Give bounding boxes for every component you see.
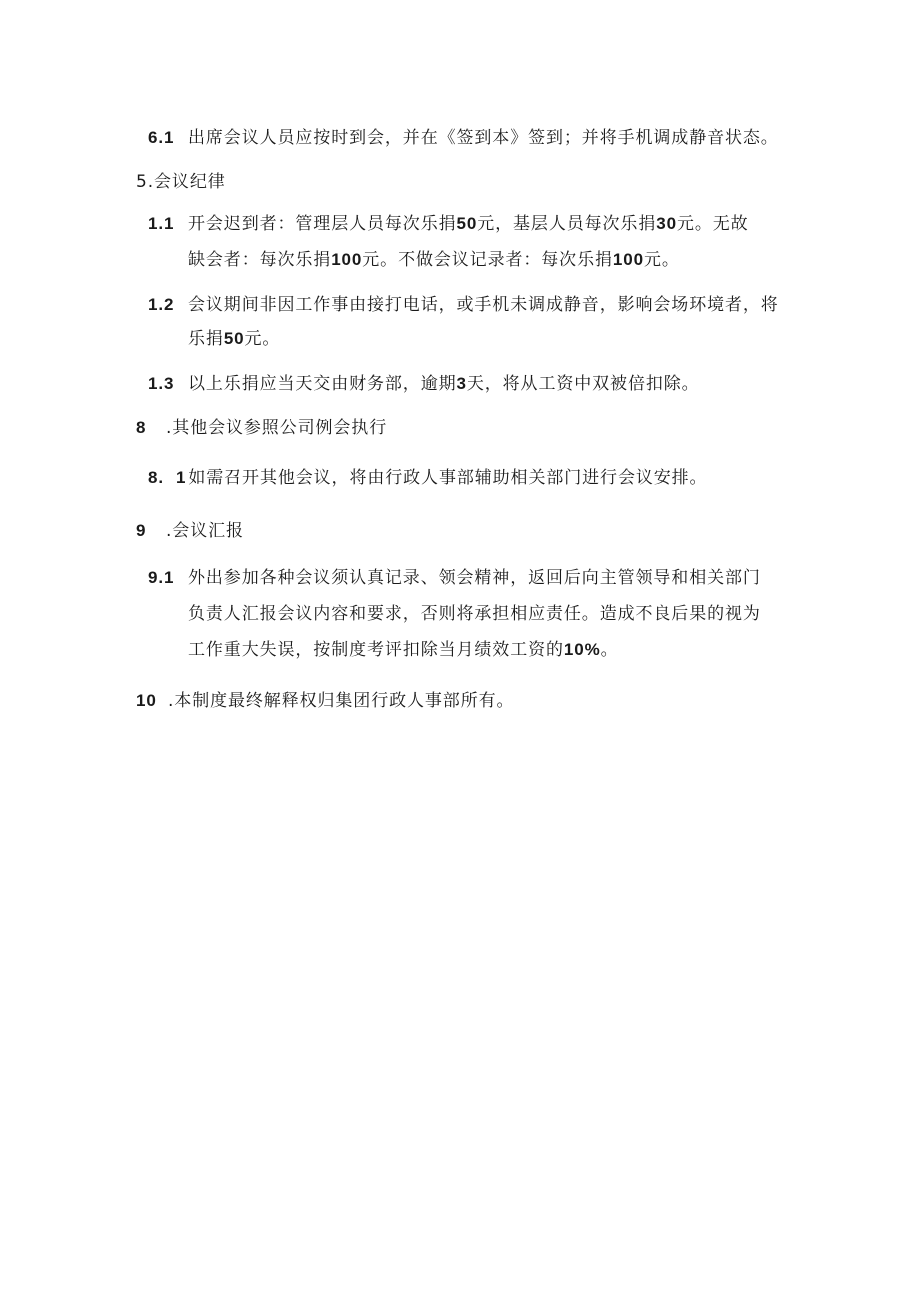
- clause-1-1-continuation: 缺会者：每次乐捐100元。不做会议记录者：每次乐捐100元。: [188, 250, 680, 270]
- clause-1-2-continuation: 乐捐50元。: [188, 329, 281, 349]
- clause-9-1-continuation-1: 负责人汇报会议内容和要求，否则将承担相应责任。造成不良后果的视为: [188, 604, 761, 624]
- section-heading-text: 5.会议纪律: [136, 172, 226, 192]
- clause-1-1: 1.1 开会迟到者：管理层人员每次乐捐50元，基层人员每次乐捐30元。无故: [148, 214, 749, 234]
- clause-8-1: 8. 1 如需召开其他会议，将由行政人事部辅助相关部门进行会议安排。: [148, 468, 708, 488]
- section-heading-8: [136, 416, 387, 440]
- section-heading-text: .其他会议参照公司例会执行: [166, 418, 388, 438]
- section-heading-9: [136, 519, 244, 543]
- clause-9-1-continuation-2: 工作重大失误，按制度考评扣除当月绩效工资的10%。: [188, 640, 619, 660]
- section-number: 8: [136, 418, 147, 437]
- clause-number: 1.1: [148, 214, 175, 233]
- section-heading-5: [136, 170, 226, 194]
- section-number: 9: [136, 521, 147, 540]
- section-number: 10: [136, 691, 157, 710]
- section-heading-10: [136, 689, 514, 713]
- clause-text: 出席会议人员应按时到会，并在《签到本》签到；并将手机调成静音状态。: [188, 128, 779, 148]
- clause-1-3: 1.3 以上乐捐应当天交由财务部，逾期3天，将从工资中双被倍扣除。: [148, 374, 700, 394]
- section-heading-text: .本制度最终解释权归集团行政人事部所有。: [168, 691, 515, 711]
- clause-9-1: 9.1 外出参加各种会议须认真记录、领会精神，返回后向主管领导和相关部门: [148, 568, 761, 588]
- clause-number: 9.1: [148, 568, 175, 587]
- section-heading-text: .会议汇报: [166, 521, 244, 541]
- clause-number: 1.3: [148, 374, 175, 393]
- clause-number: 1.2: [148, 295, 175, 314]
- clause-number: 8.: [148, 468, 164, 487]
- clause-6-1: [148, 126, 779, 150]
- clause-1-2: 1.2 会议期间非因工作事由接打电话，或手机未调成静音，影响会场环境者，将: [148, 295, 779, 315]
- clause-number: 6.1: [148, 128, 175, 147]
